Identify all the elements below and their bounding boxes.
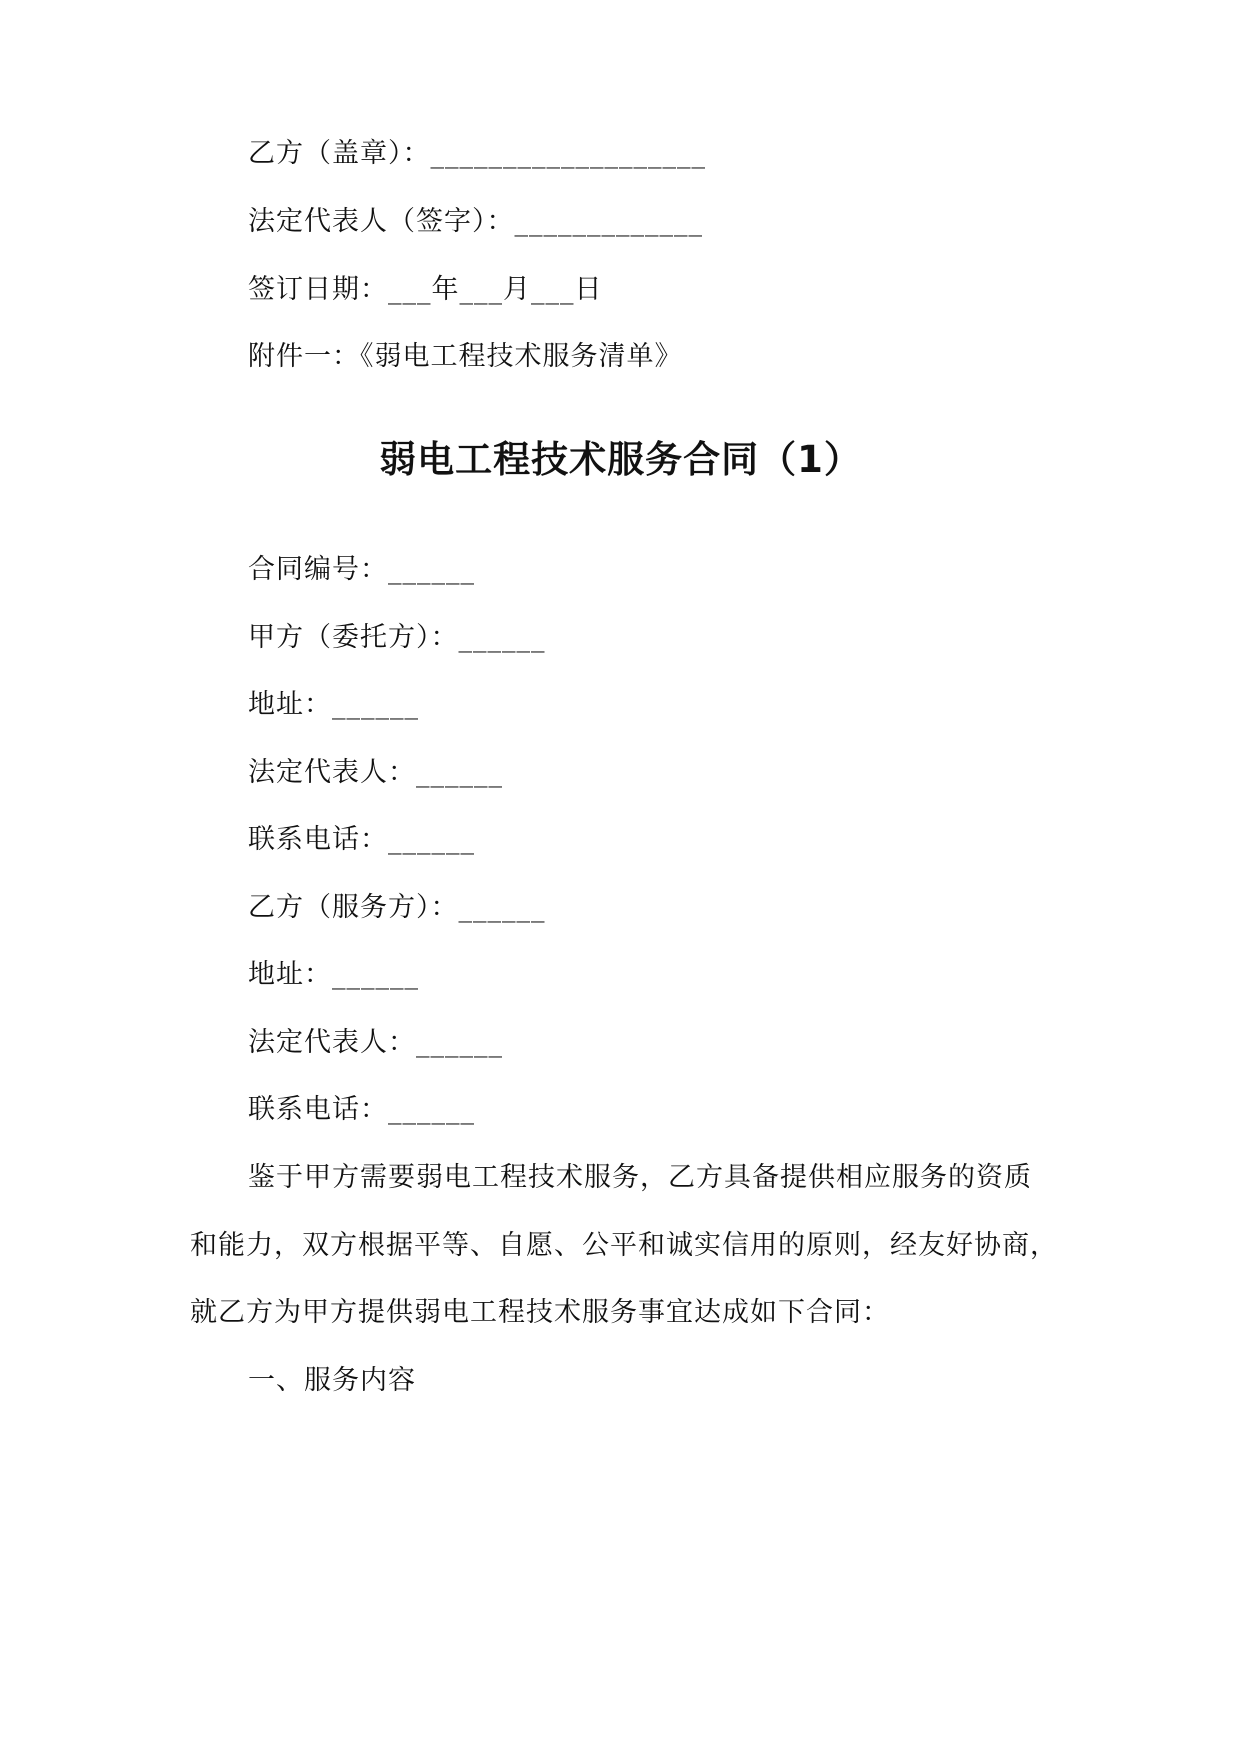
legal-rep-signature-line: 法定代表人（签字）：_____________ bbox=[248, 206, 703, 237]
section-heading-service-content: 一、服务内容 bbox=[248, 1365, 416, 1396]
party-b-seal-line: 乙方（盖章）：___________________ bbox=[248, 138, 706, 169]
contract-number-field: 合同编号：______ bbox=[248, 554, 475, 585]
party-a-legal-rep-field: 法定代表人：______ bbox=[248, 757, 503, 788]
party-b-address-field: 地址：______ bbox=[248, 959, 419, 990]
attachment-line: 附件一：《弱电工程技术服务清单》 bbox=[248, 341, 683, 372]
contract-title: 弱电工程技术服务合同（1） bbox=[379, 438, 862, 481]
preamble-line-3: 就乙方为甲方提供弱电工程技术服务事宜达成如下合同： bbox=[190, 1297, 890, 1328]
party-b-field: 乙方（服务方）：______ bbox=[248, 892, 546, 923]
party-a-phone-field: 联系电话：______ bbox=[248, 824, 475, 855]
signing-date-line: 签订日期：___年___月___日 bbox=[248, 274, 603, 305]
party-a-field: 甲方（委托方）：______ bbox=[248, 622, 546, 653]
party-b-legal-rep-field: 法定代表人：______ bbox=[248, 1027, 503, 1058]
party-b-phone-field: 联系电话：______ bbox=[248, 1094, 475, 1125]
preamble-line-2: 和能力，双方根据平等、自愿、公平和诚实信用的原则，经友好协商， bbox=[190, 1230, 1058, 1261]
party-a-address-field: 地址：______ bbox=[248, 689, 419, 720]
preamble-line-1: 鉴于甲方需要弱电工程技术服务，乙方具备提供相应服务的资质 bbox=[248, 1162, 1032, 1193]
